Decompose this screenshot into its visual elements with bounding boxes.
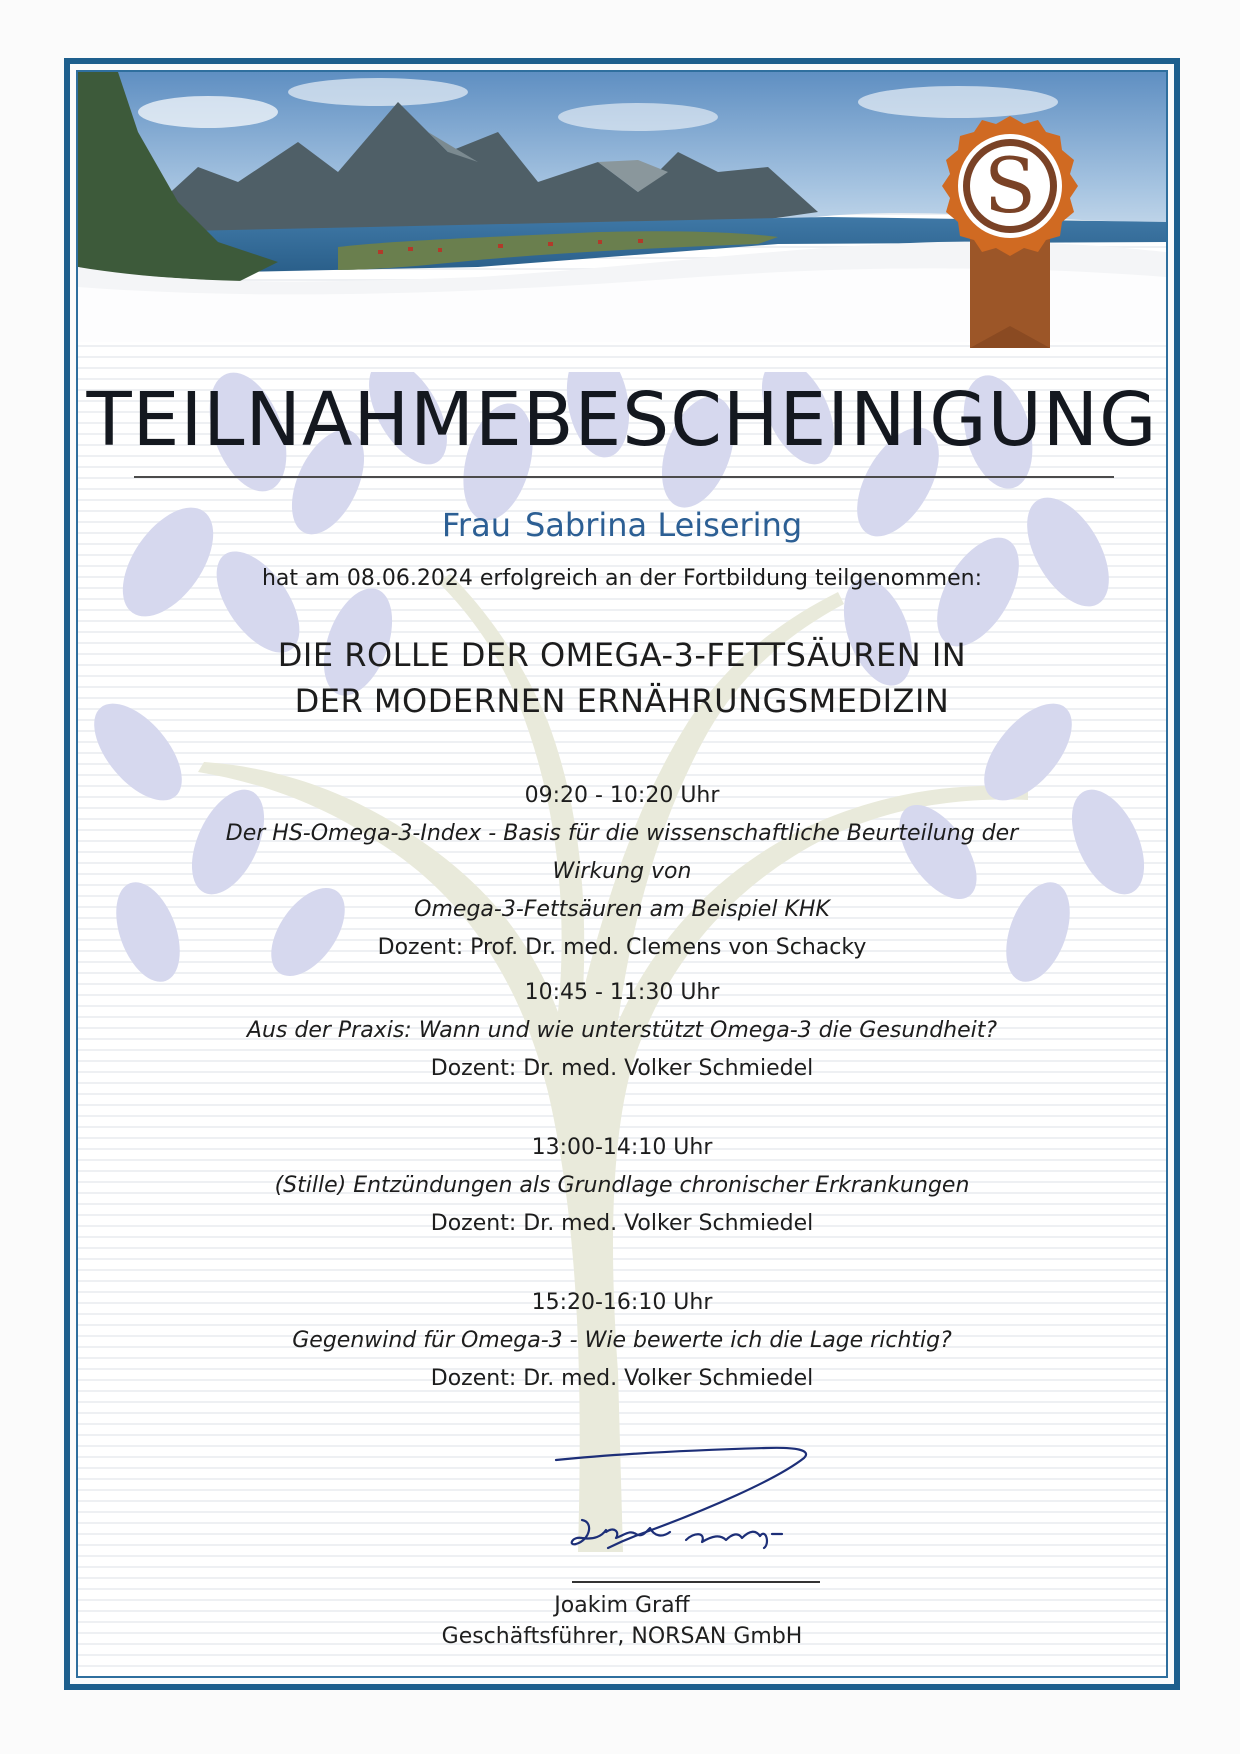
session-topic: Aus der Praxis: Wann und wie unterstützt Omega-3 die Gesundheit? (246, 1018, 998, 1043)
session-time: 15:20-16:10 Uhr (531, 1290, 713, 1315)
signature-line (572, 1581, 820, 1583)
session-topic (76, 815, 1168, 929)
course-title-line: DIE ROLLE DER OMEGA-3-FETTSÄUREN IN (277, 636, 967, 674)
session-topic: Gegenwind für Omega-3 - Wie bewerte ich die Lage richtig? (292, 1328, 952, 1353)
session-lecturer: Dozent: Dr. med. Volker Schmiedel (430, 1211, 814, 1236)
signer-name: Joakim Graff (554, 1593, 690, 1618)
course-title (76, 632, 1168, 724)
signer-role: Geschäftsführer, NORSAN GmbH (441, 1624, 803, 1649)
recipient (76, 505, 1168, 545)
session-lecturer: Dozent: Prof. Dr. med. Clemens von Schacky (377, 935, 867, 960)
session-time: 10:45 - 11:30 Uhr (524, 980, 720, 1005)
session-item (76, 1129, 1168, 1243)
session-lecturer: Dozent: Dr. med. Volker Schmiedel (430, 1056, 814, 1081)
handwritten-signature (546, 1440, 846, 1570)
title-divider (134, 476, 1114, 478)
session-item (76, 777, 1168, 967)
session-item (76, 974, 1168, 1088)
recipient-salutation: Frau (441, 506, 511, 544)
session-item (76, 1284, 1168, 1398)
participation-statement: hat am 08.06.2024 erfolgreich an der Fortbildung teilgenommen: (261, 566, 982, 591)
session-topic: (Stille) Entzündungen als Grundlage chronischer Erkrankungen (274, 1173, 970, 1198)
session-time: 13:00-14:10 Uhr (531, 1135, 713, 1160)
seal-rosette-icon (940, 116, 1080, 356)
recipient-name: Sabrina Leisering (524, 506, 803, 544)
session-time: 09:20 - 10:20 Uhr (524, 783, 720, 808)
session-topic-line: Der HS-Omega-3-Index - Basis für die wissenschaftliche Beurteilung der Wirkung von (225, 821, 1019, 884)
certificate-title: TEILNAHMEBESCHEINIGUNG (86, 377, 1158, 463)
session-topic-line: Omega-3-Fettsäuren am Beispiel KHK (414, 897, 830, 922)
course-title-line: DER MODERNEN ERNÄHRUNGSMEDIZIN (294, 682, 950, 720)
session-lecturer: Dozent: Dr. med. Volker Schmiedel (430, 1366, 814, 1391)
seal-letter: S (983, 141, 1037, 230)
